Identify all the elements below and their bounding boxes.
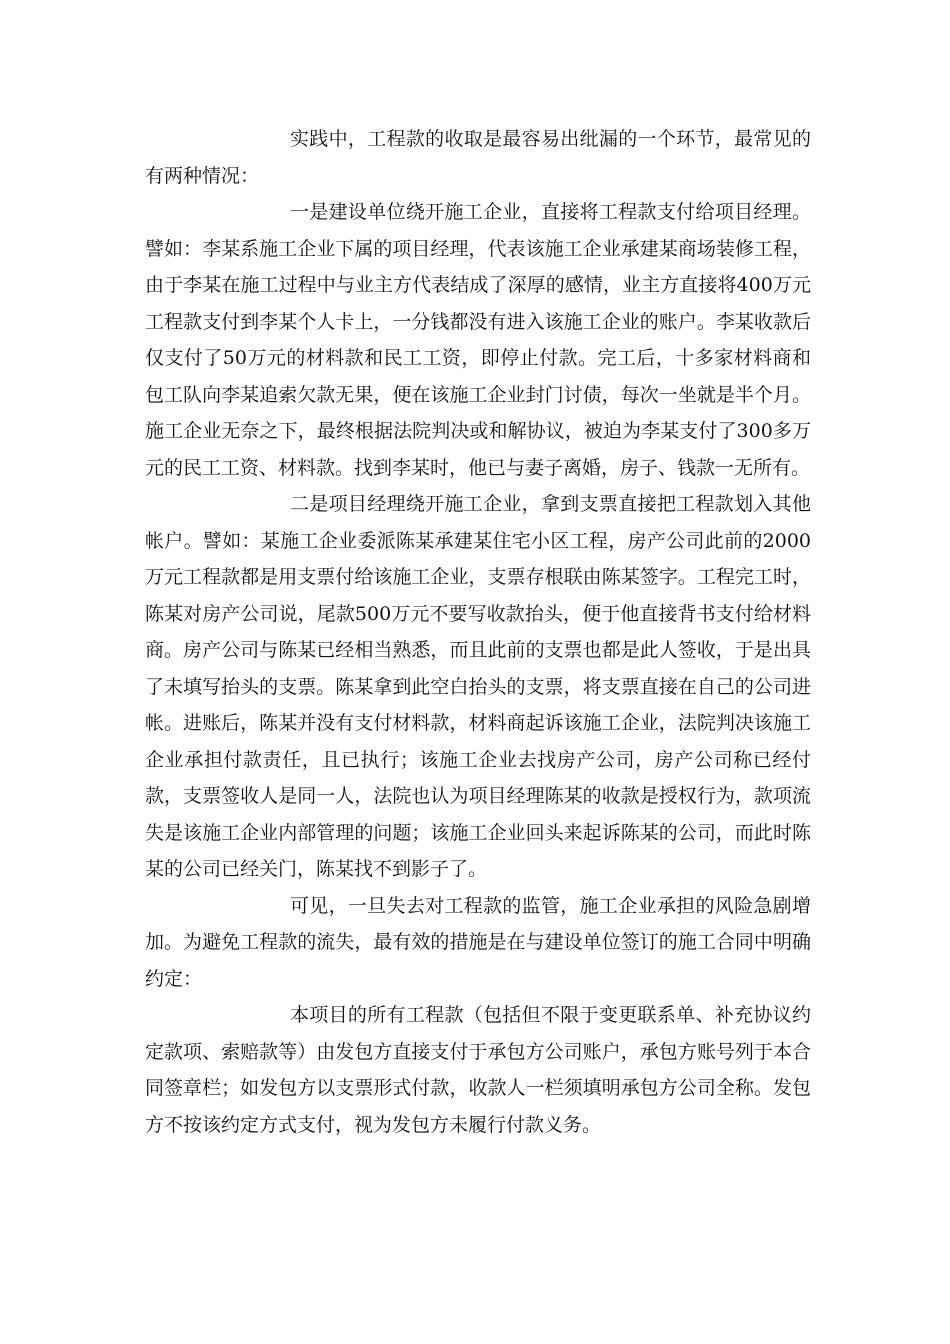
paragraph-intro: 实践中，工程款的收取是最容易出纰漏的一个环节，最常见的有两种情况： (145, 128, 811, 187)
document-body (145, 121, 811, 1143)
paragraph-conclusion: 可见，一旦失去对工程款的监管，施工企业承担的风险急剧增加。为避免工程款的流失，最有效的措施是在与建设单位签订的施工合同中明确约定： (145, 894, 811, 990)
paragraph-contract-clause: 本项目的所有工程款（包括但不限于变更联系单、补充协议约定款项、索赔款等）由发包方直接支付于承包方公司账户，承包方账号列于本合同签章栏；如发包方以支票形式付款，收款人一栏须填明承包方公司全称。发包方不按该约定方式支付，视为发包方未履行付款义务。 (145, 1004, 811, 1136)
paragraph-case-one: 一是建设单位绕开施工企业，直接将工程款支付给项目经理。譬如：李某系施工企业下属的项目经理，代表该施工企业承建某商场装修工程，由于李某在施工过程中与业主方代表结成了深厚的感情，业主方直接将400万元工程款支付到李某个人卡上，一分钱都没有进入该施工企业的账户。李某收款后仅支付了50万元的材料款和民工工资，即停止付款。完工后，十多家材料商和包工队向李某追索欠款无果，便在该施工企业封门讨债，每次一坐就是半个月。施工企业无奈之下，最终根据法院判决或和解协议，被迫为李某支付了300多万元的民工工资、材料款。找到李某时，他已与妻子离婚，房子、钱款一无所有。 (145, 201, 811, 479)
paragraph-case-two: 二是项目经理绕开施工企业，拿到支票直接把工程款划入其他帐户。譬如：某施工企业委派陈某承建某住宅小区工程，房产公司此前的2000万元工程款都是用支票付给该施工企业，支票存根联由陈某签字。工程完工时，陈某对房产公司说，尾款500万元不要写收款抬头，便于他直接背书支付给材料商。房产公司与陈某已经相当熟悉，而且此前的支票也都是此人签收，于是出具了未填写抬头的支票。陈某拿到此空白抬头的支票，将支票直接在自己的公司进帐。进账后，陈某并没有支付材料款，材料商起诉该施工企业，法院判决该施工企业承担付款责任，且已执行；该施工企业去找房产公司，房产公司称已经付款，支票签收人是同一人，法院也认为项目经理陈某的收款是授权行为，款项流失是该施工企业内部管理的问题；该施工企业回头来起诉陈某的公司，而此时陈某的公司已经关门，陈某找不到影子了。 (145, 493, 811, 880)
